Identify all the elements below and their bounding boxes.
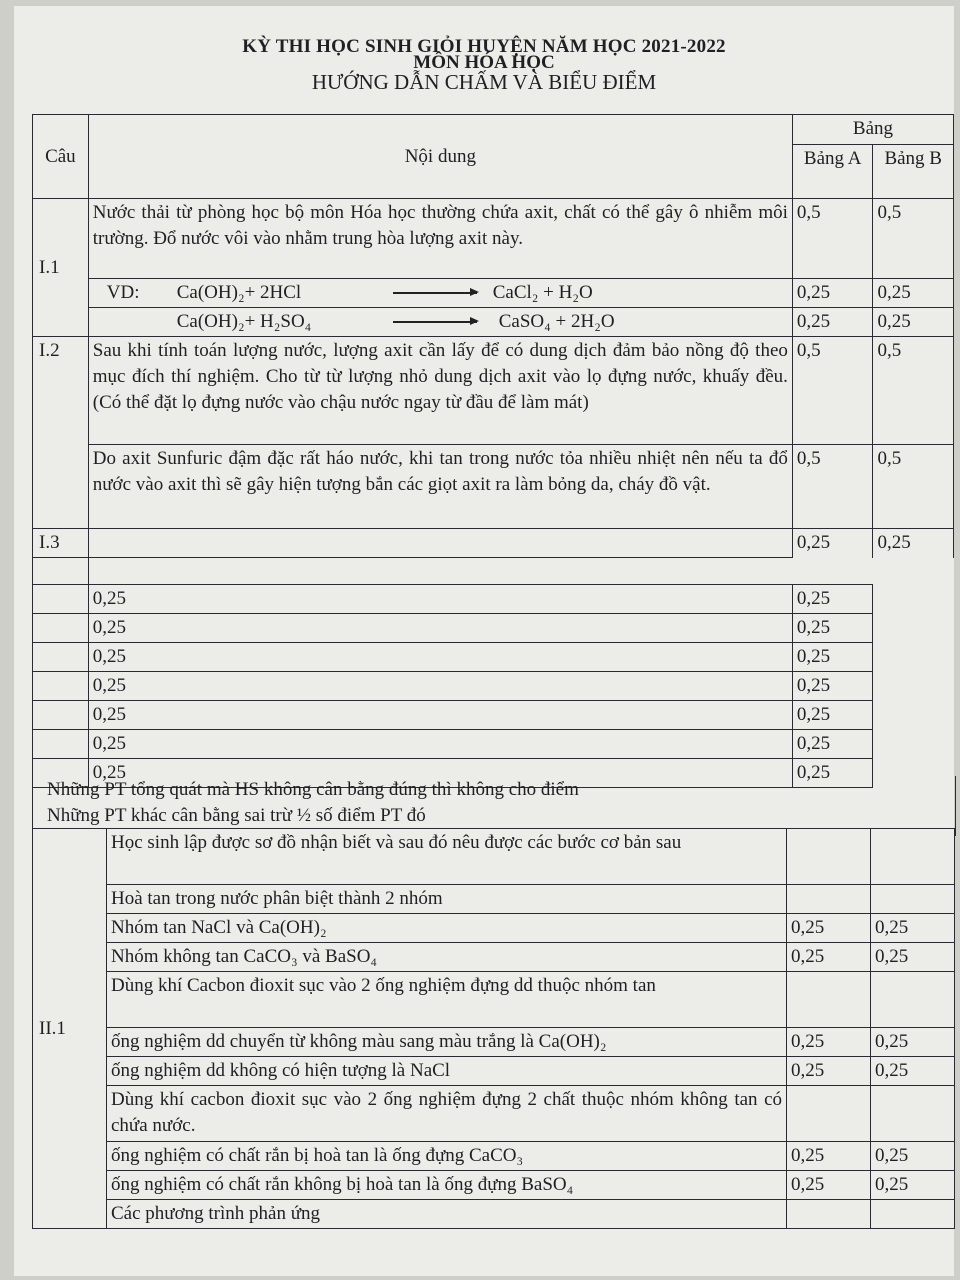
q13-eq-score-b: 0,25 [792,614,873,643]
q11-eq2-score-b: 0,25 [873,308,954,337]
q13-eq-score-b: 0,25 [792,730,873,759]
q21-row-text: Nhóm không tan CaCO₃ và BaSO₄ [107,943,787,972]
q21-row-score-a [787,885,871,914]
note-line-2: Những PT khác cân bằng sai trừ ½ số điểm PT đó [47,805,426,826]
q21-row-score-a: 0,25 [787,1057,871,1086]
guide-title: HƯỚNG DẪN CHẤM VÀ BIỂU ĐIỂM [311,70,657,94]
q13-top-score-b: 0,25 [873,529,954,558]
q12-p2-score-b: 0,5 [873,445,954,529]
q11-eq1-right: CaCl₂ + H₂O [492,282,593,303]
q21-row-text: Dùng khí cacbon đioxit sục vào 2 ống nghiệm đựng 2 chất thuộc nhóm không tan có chứa nước. [107,1086,787,1142]
question-label-i2: I.2 [33,337,89,529]
q11-eq1-score-b: 0,25 [873,279,954,308]
arrow-icon [393,321,477,323]
arrow-icon [393,292,477,294]
q12-p1-score-b: 0,5 [873,337,954,445]
q13-equation [33,558,89,585]
scoring-table-part1 [32,114,954,788]
q13-eq-score-a: 0,25 [88,730,792,759]
question-label-i3: I.3 [33,529,89,558]
q11-score-a: 0,5 [792,199,873,279]
q21-row-score-b [871,1200,955,1229]
q21-row-score-b: 0,25 [871,914,955,943]
q21-row-score-b [871,972,955,1028]
question-label-i1: I.1 [33,199,89,337]
q12-p2-score-a: 0,5 [792,445,873,529]
q13-eq-score-a: 0,25 [88,614,792,643]
q13-eq-score-b: 0,25 [792,701,873,730]
q11-eq1 [88,279,792,308]
q12-text-1: Sau khi tính toán lượng nước, lượng axit cần lấy để có dung dịch đảm bảo nồng độ theo mục đích thí nghiệm. Cho từ từ lượng nhỏ dung dịch axit vào lọ đựng nước, khuấy đều. (Có thể đặt lọ đựng nước vào chậu nước ngay từ đầu để làm mát) [88,337,792,445]
q21-row-score-a [787,1200,871,1229]
q13-eq-score-a: 0,25 [88,759,792,788]
col-header-cau: Câu [33,115,89,199]
q13-eq-score-b: 0,25 [792,643,873,672]
q13-blank-row [88,529,792,558]
q11-vd-label: VD: [106,282,140,303]
q13-eq-score-a: 0,25 [88,585,792,614]
q21-row-text: ống nghiệm dd chuyển từ không màu sang màu trắng là Ca(OH)₂ [107,1028,787,1057]
q21-row-text: Học sinh lập được sơ đồ nhận biết và sau đó nêu được các bước cơ bản sau [107,829,787,885]
col-header-bang-a: Bảng A [792,145,873,199]
q21-row-score-b: 0,25 [871,1028,955,1057]
q11-eq2 [88,308,792,337]
q21-row-score-a: 0,25 [787,1171,871,1200]
q21-row-score-a: 0,25 [787,1028,871,1057]
q21-row-score-b [871,829,955,885]
scoring-table-part2 [32,828,955,1229]
col-header-bang-b: Bảng B [873,145,954,199]
q21-row-score-b: 0,25 [871,1142,955,1171]
question-label-ii1: II.1 [33,829,107,1229]
q13-eq-score-a: 0,25 [88,643,792,672]
col-header-bang: Bảng [792,115,953,145]
q13-eq-score-b: 0,25 [792,585,873,614]
q13-eq-score-b: 0,25 [792,672,873,701]
q13-equation [33,730,89,759]
q21-row-text: Các phương trình phản ứng [107,1200,787,1229]
q11-eq2-left: Ca(OH)₂+ H₂SO₄ [176,311,312,332]
q11-text: Nước thải từ phòng học bộ môn Hóa học thường chứa axit, chất có thể gây ô nhiễm môi trường. Đổ nước vôi vào nhằm trung hòa lượng axit này. [88,199,792,279]
exam-title: KỲ THI HỌC SINH GIỎI HUYỆN NĂM HỌC 2021-2022 [242,36,726,57]
q21-row-score-b: 0,25 [871,1171,955,1200]
q13-equation [33,672,89,701]
q13-equation [33,643,89,672]
subject-title: MÔN HÓA HỌC [413,52,555,73]
q11-eq2-score-a: 0,25 [792,308,873,337]
q21-row-score-a [787,1086,871,1142]
q13-equation [33,585,89,614]
q13-eq-score-b: 0,25 [792,759,873,788]
q21-row-score-a [787,829,871,885]
q21-row-text: ống nghiệm dd không có hiện tượng là NaCl [107,1057,787,1086]
notes-block [32,776,956,836]
q21-row-score-a: 0,25 [787,914,871,943]
q21-row-score-b: 0,25 [871,943,955,972]
q21-row-score-a [787,972,871,1028]
q21-row-text: Hoà tan trong nước phân biệt thành 2 nhóm [107,885,787,914]
q21-row-score-b [871,885,955,914]
q11-eq1-score-a: 0,25 [792,279,873,308]
answer-key-page [14,6,954,1276]
q13-equation [33,701,89,730]
q12-text-2: Do axit Sunfuric đậm đặc rất háo nước, khi tan trong nước tỏa nhiều nhiệt nên nếu ta đổ nước vào axit thì sẽ gây hiện tượng bắn các giọt axit ra làm bỏng da, cháy đồ vật. [88,445,792,529]
q21-row-score-a: 0,25 [787,1142,871,1171]
q21-row-text: Nhóm tan NaCl và Ca(OH)₂ [107,914,787,943]
q13-equation [33,614,89,643]
q21-row-score-a: 0,25 [787,943,871,972]
q12-p1-score-a: 0,5 [792,337,873,445]
q11-score-b: 0,5 [873,199,954,279]
q21-row-score-b [871,1086,955,1142]
col-header-noidung: Nội dung [88,115,792,199]
q13-top-score-a: 0,25 [792,529,873,558]
note-line-1: Những PT tổng quát mà HS không cân bằng đúng thì không cho điểm [47,779,579,800]
q13-eq-score-a: 0,25 [88,672,792,701]
q11-eq1-left: Ca(OH)₂+ 2HCl [176,282,302,303]
q21-row-score-b: 0,25 [871,1057,955,1086]
q21-row-text: ống nghiệm có chất rắn không bị hoà tan là ống đựng BaSO₄ [107,1171,787,1200]
q21-row-text: Dùng khí Cacbon đioxit sục vào 2 ống nghiệm đựng dd thuộc nhóm tan [107,972,787,1028]
q11-eq2-right: CaSO₄ + 2H₂O [498,311,615,332]
q21-row-text: ống nghiệm có chất rắn bị hoà tan là ống đựng CaCO₃ [107,1142,787,1171]
q13-eq-score-a: 0,25 [88,701,792,730]
